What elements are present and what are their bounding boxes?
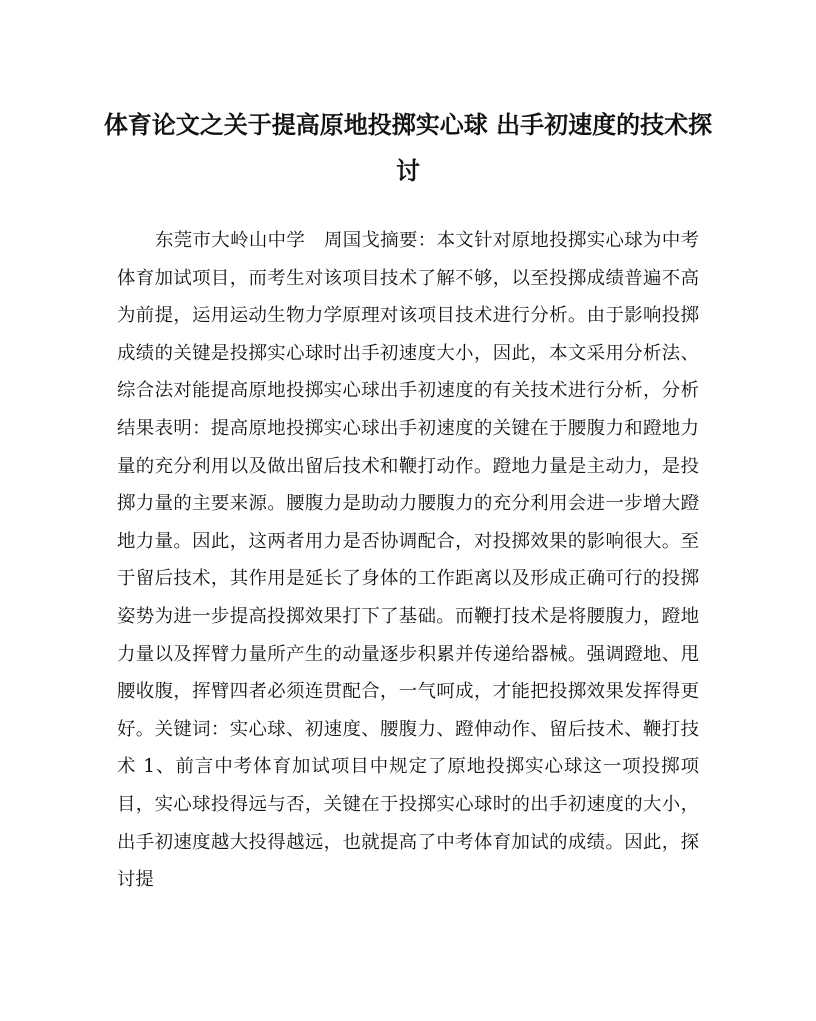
document-title: 体育论文之关于提高原地投掷实心球 出手初速度的技术探讨	[103, 110, 713, 185]
document-body-paragraph: 东莞市大岭山中学 周国戈摘要：本文针对原地投掷实心球为中考体育加试项目，而考生对该项目技术了解不够，以至投掷成绩普遍不高为前提，运用运动生物力学原理对该项目技术进行分析。由于影响投掷成绩的关键是投掷实心球时出手初速度大小，因此，本文采用分析法、综合法对能提高原地投掷实心球出手初速度的有关技术进行分析，分析结果表明：提高原地投掷实心球出手初速度的关键在于腰腹力和蹬地力量的充分利用以及做出留后技术和鞭打动作。蹬地力量是主动力，是投掷力量的主要来源。腰腹力是助动力腰腹力的充分利用会进一步增大蹬地力量。因此，这两者用力是否协调配合，对投掷效果的影响很大。至于留后技术，其作用是延长了身体的工作距离以及形成正确可行的投掷姿势为进一步提高投掷效果打下了基础。而鞭打技术是将腰腹力，蹬地力量以及挥臂力量所产生的动量逐步积累并传递给器械。强调蹬地、甩腰收腹，挥臂四者必须连贯配合，一气呵成，才能把投掷效果发挥得更好。关键词：实心球、初速度、腰腹力、蹬伸动作、留后技术、鞭打技术 1、前言中考体育加试项目中规定了原地投掷实心球这一项投掷项目，实心球投得远与否，关键在于投掷实心球时的出手初速度的大小，出手初速度越大投得越远，也就提高了中考体育加试的成绩。因此，探讨提	[117, 230, 699, 891]
